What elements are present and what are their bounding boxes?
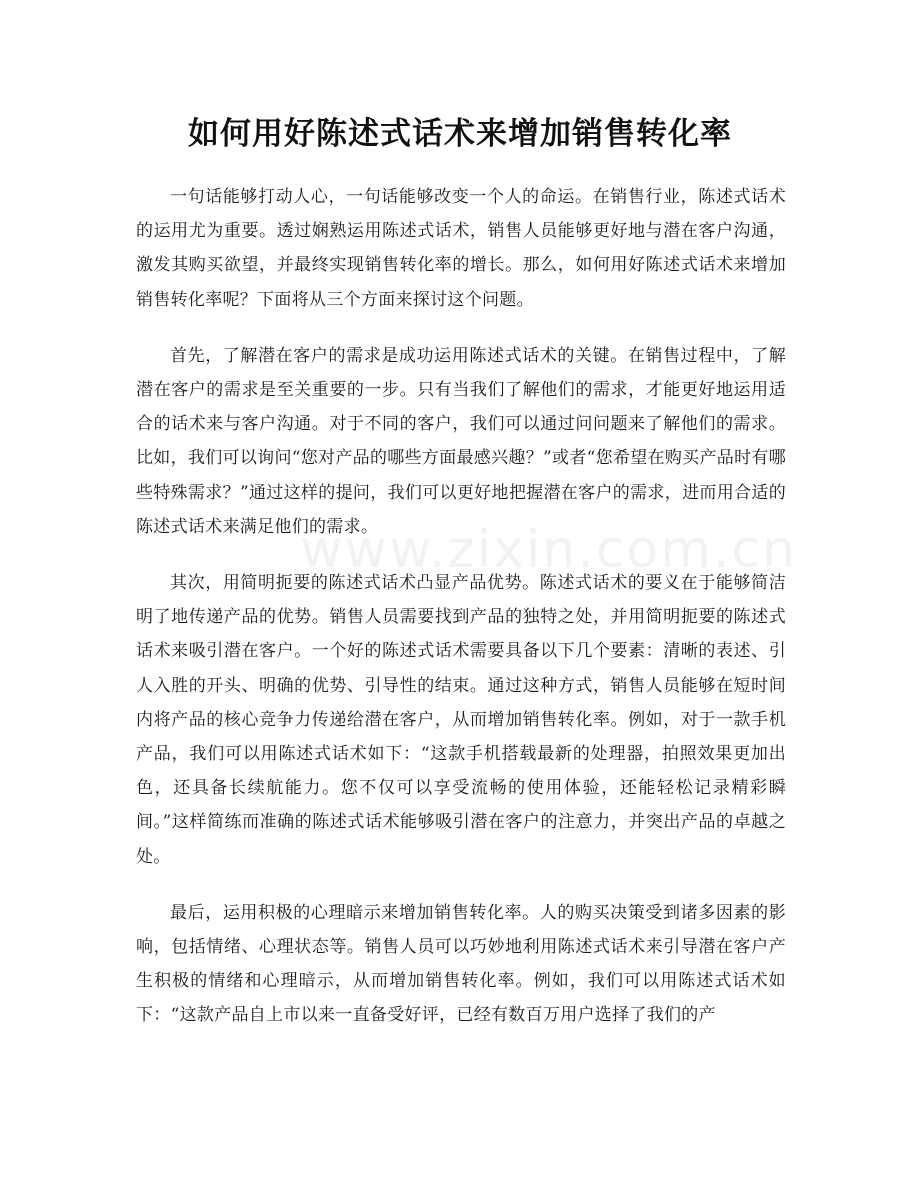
watermark: www.zixin.com.cn	[300, 520, 797, 580]
paragraph-second-point: 其次，用简明扼要的陈述式话术凸显产品优势。陈述式话术的要义在于能够简洁明了地传递产品的优势。销售人员需要找到产品的独特之处，并用简明扼要的陈述式话术来吸引潜在客户。一个好的陈述式话术需要具备以下几个要素：清晰的表述、引人入胜的开头、明确的优势、引导性的结束。通过这种方式，销售人员能够在短时间内将产品的核心竞争力传递给潜在客户，从而增加销售转化率。例如，对于一款手机产品，我们可以用陈述式话术如下：“这款手机搭载最新的处理器，拍照效果更加出色，还具备长续航能力。您不仅可以享受流畅的使用体验，还能轻松记录精彩瞬间。”这样简练而准确的陈述式话术能够吸引潜在客户的注意力，并突出产品的卓越之处。	[136, 573, 786, 867]
paragraph-intro: 一句话能够打动人心，一句话能够改变一个人的命运。在销售行业，陈述式话术的运用尤为重要。透过娴熟运用陈述式话术，销售人员能够更好地与潜在客户沟通，激发其购买欲望，并最终实现销售转化率的增长。那么，如何用好陈述式话术来增加销售转化率呢？下面将从三个方面来探讨这个问题。	[136, 187, 786, 310]
paragraph-third-point: 最后，运用积极的心理暗示来增加销售转化率。人的购买决策受到诸多因素的影响，包括情绪、心理状态等。销售人员可以巧妙地利用陈述式话术来引导潜在客户产生积极的情绪和心理暗示，从而增加销售转化率。例如，我们可以用陈述式话术如下：“这款产品自上市以来一直备受好评，已经有数百万用户选择了我们的产	[136, 902, 786, 1026]
paragraph-first-point: 首先，了解潜在客户的需求是成功运用陈述式话术的关键。在销售过程中，了解潜在客户的需求是至关重要的一步。只有当我们了解他们的需求，才能更好地运用适合的话术来与客户沟通。对于不同的客户，我们可以通过问问题来了解他们的需求。比如，我们可以询问“您对产品的哪些方面最感兴趣？”或者“您希望在购买产品时有哪些特殊需求？”通过这样的提问，我们可以更好地把握潜在客户的需求，进而用合适的陈述式话术来满足他们的需求。	[136, 345, 786, 537]
document-body	[136, 150, 786, 1055]
document-title: 如何用好陈述式话术来增加销售转化率	[188, 116, 732, 152]
